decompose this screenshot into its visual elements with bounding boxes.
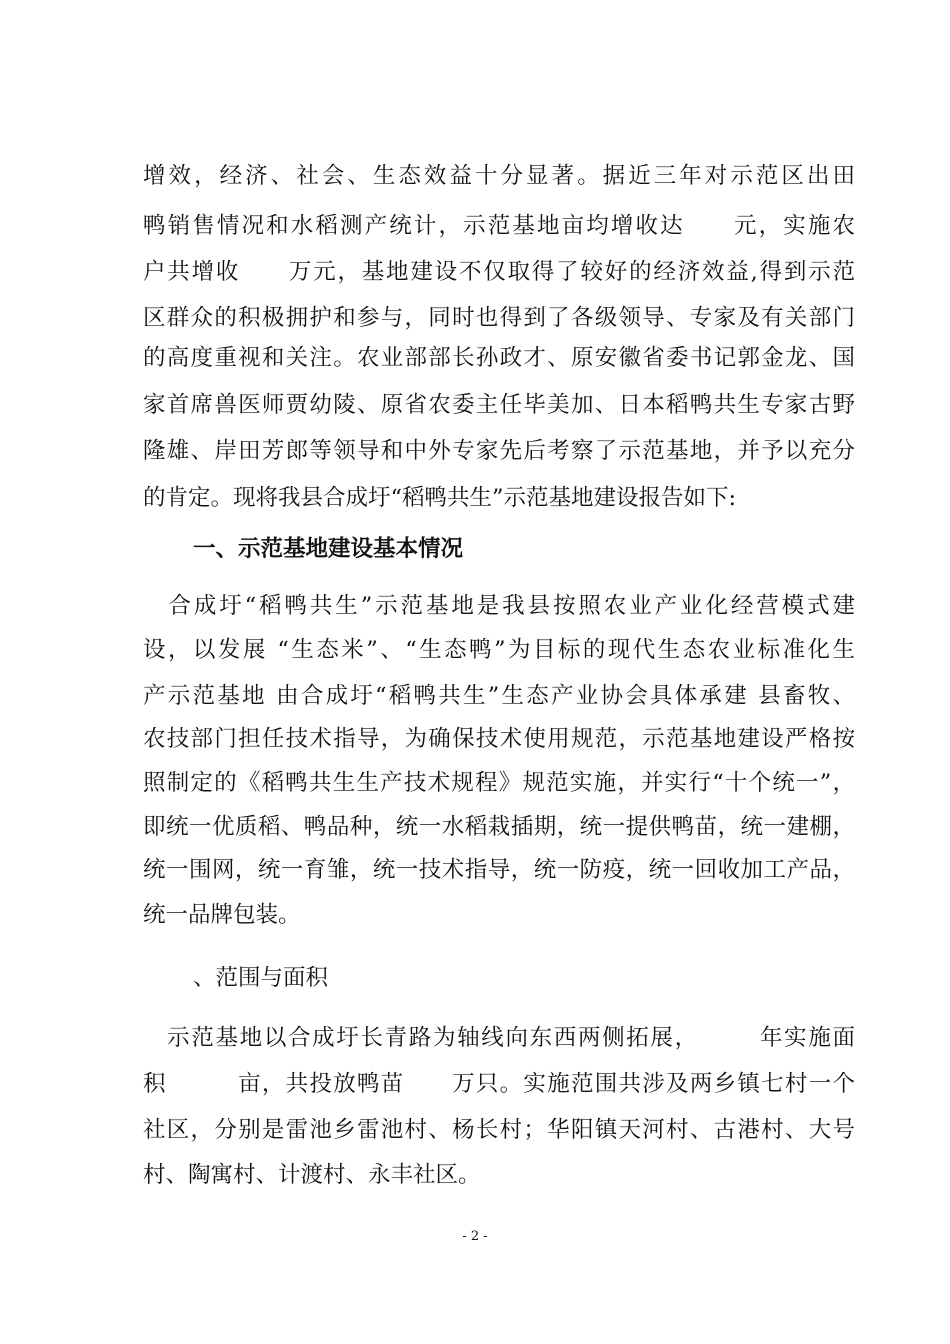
paragraph-2-line-6: 即统一优质稻、鸭品种，统一水稻栽插期，统一提供鸭苗，统一建棚， <box>143 814 855 840</box>
subsection-heading-1: 、范围与面积 <box>193 965 329 991</box>
paragraph-1-line-2: 鸭销售情况和水稻测产统计，示范基地亩均增收达 元，实施农 <box>143 213 855 239</box>
page-number: - 2 - <box>462 1229 488 1244</box>
paragraph-1-line-7: 隆雄、岸田芳郎等领导和中外专家先后考察了示范基地，并予以充分 <box>143 438 855 464</box>
paragraph-3-line-4: 村、陶寓村、计渡村、永丰社区。 <box>143 1162 481 1188</box>
paragraph-1-line-8: 的肯定。现将我县合成圩“稻鸭共生”示范基地建设报告如下: <box>143 485 737 511</box>
paragraph-1-line-1: 增效，经济、社会、生态效益十分显著。据近三年对示范区出田 <box>143 163 855 189</box>
paragraph-1-line-6: 家首席兽医师贾幼陵、原省农委主任毕美加、日本稻鸭共生专家古野 <box>143 392 855 418</box>
paragraph-1-line-4: 区群众的积极拥护和参与，同时也得到了各级领导、专家及有关部门 <box>143 305 855 331</box>
paragraph-2-line-5: 照制定的《稻鸭共生生产技术规程》规范实施，并实行“十个统一”， <box>143 770 855 796</box>
paragraph-2-line-4: 农技部门担任技术指导，为确保技术使用规范，示范基地建设严格按 <box>143 726 855 752</box>
paragraph-2-line-7: 统一围网，统一育雏，统一技术指导，统一防疫，统一回收加工产品， <box>143 857 855 883</box>
paragraph-3-line-1: 示范基地以合成圩长青路为轴线向东西两侧拓展， 年实施面 <box>143 1025 855 1051</box>
paragraph-2-line-3: 产示范基地 由合成圩“稻鸭共生”生态产业协会具体承建 县畜牧、 <box>143 683 855 709</box>
paragraph-1-line-3: 户共增收 万元，基地建设不仅取得了较好的经济效益,得到示范 <box>143 259 855 285</box>
paragraph-1-line-5: 的高度重视和关注。农业部部长孙政才、原安徽省委书记郭金龙、国 <box>143 345 855 371</box>
section-heading-1: 一、示范基地建设基本情况 <box>193 536 464 562</box>
paragraph-2-line-2: 设，以发展 “生态米”、“生态鸭”为目标的现代生态农业标准化生 <box>143 637 855 663</box>
paragraph-2-line-8: 统一品牌包装。 <box>143 902 301 928</box>
paragraph-3-line-3: 社区，分别是雷池乡雷池村、杨长村；华阳镇天河村、古港村、大号 <box>143 1117 855 1143</box>
paragraph-3-line-2: 积 亩，共投放鸭苗 万只。实施范围共涉及两乡镇七村一个 <box>143 1071 855 1097</box>
paragraph-2-line-1: 合成圩“稻鸭共生”示范基地是我县按照农业产业化经营模式建 <box>143 593 855 619</box>
